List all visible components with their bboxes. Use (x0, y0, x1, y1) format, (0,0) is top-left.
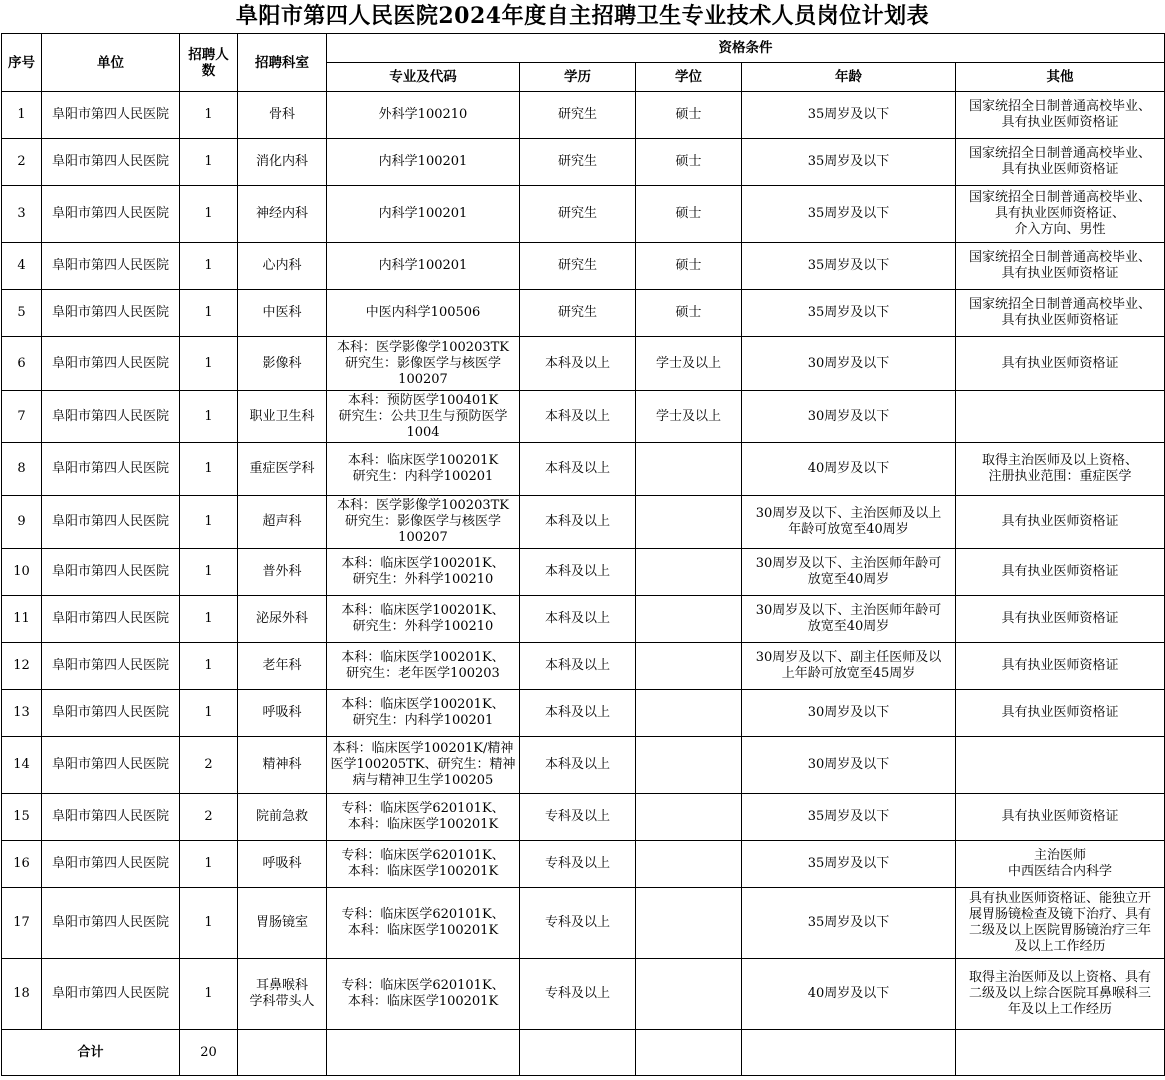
cell-index: 1 (2, 92, 42, 139)
cell-degree (636, 888, 742, 959)
cell-unit: 阜阳市第四人民医院 (42, 290, 180, 337)
cell-other: 国家统招全日制普通高校毕业、 具有执业医师资格证、 介入方向、男性 (956, 186, 1165, 243)
cell-unit: 阜阳市第四人民医院 (42, 959, 180, 1030)
header-age: 年龄 (742, 63, 956, 92)
cell-major: 专科：临床医学620101K、 本科：临床医学100201K (327, 794, 520, 841)
cell-education: 本科及以上 (520, 337, 636, 391)
cell-age: 30周岁及以下、主治医师年龄可 放宽至40周岁 (742, 549, 956, 596)
cell-age: 35周岁及以下 (742, 290, 956, 337)
cell-degree (636, 496, 742, 549)
cell-index: 18 (2, 959, 42, 1030)
total-empty-cell (956, 1030, 1165, 1076)
cell-major: 本科：医学影像学100203TK 研究生：影像医学与核医学 100207 (327, 337, 520, 391)
cell-index: 3 (2, 186, 42, 243)
total-empty-cell (238, 1030, 327, 1076)
cell-index: 2 (2, 139, 42, 186)
cell-degree (636, 690, 742, 737)
cell-major: 本科：临床医学100201K、 研究生：外科学100210 (327, 549, 520, 596)
cell-other: 具有执业医师资格证 (956, 549, 1165, 596)
cell-age: 30周岁及以下 (742, 737, 956, 794)
total-empty-cell (327, 1030, 520, 1076)
cell-index: 4 (2, 243, 42, 290)
cell-age: 30周岁及以下、副主任医师及以 上年龄可放宽至45周岁 (742, 643, 956, 690)
cell-index: 13 (2, 690, 42, 737)
table-row (2, 737, 1165, 794)
cell-count: 1 (180, 243, 238, 290)
cell-age: 30周岁及以下 (742, 337, 956, 391)
cell-count: 2 (180, 794, 238, 841)
cell-age: 30周岁及以下 (742, 391, 956, 443)
cell-dept: 骨科 (238, 92, 327, 139)
cell-education: 专科及以上 (520, 888, 636, 959)
cell-education: 专科及以上 (520, 794, 636, 841)
table-row (2, 888, 1165, 959)
cell-degree: 硕士 (636, 290, 742, 337)
cell-unit: 阜阳市第四人民医院 (42, 496, 180, 549)
cell-count: 1 (180, 139, 238, 186)
cell-index: 7 (2, 391, 42, 443)
cell-index: 11 (2, 596, 42, 643)
cell-degree: 硕士 (636, 92, 742, 139)
cell-index: 6 (2, 337, 42, 391)
cell-age: 30周岁及以下、主治医师及以上 年龄可放宽至40周岁 (742, 496, 956, 549)
cell-dept: 精神科 (238, 737, 327, 794)
cell-major: 本科：医学影像学100203TK 研究生：影像医学与核医学 100207 (327, 496, 520, 549)
cell-count: 1 (180, 888, 238, 959)
header-index: 序号 (2, 34, 42, 92)
cell-age: 30周岁及以下 (742, 690, 956, 737)
cell-major: 本科：临床医学100201K、 研究生：老年医学100203 (327, 643, 520, 690)
cell-count: 1 (180, 496, 238, 549)
cell-index: 10 (2, 549, 42, 596)
cell-age: 40周岁及以下 (742, 443, 956, 496)
cell-major: 专科：临床医学620101K、 本科：临床医学100201K (327, 841, 520, 888)
cell-index: 8 (2, 443, 42, 496)
cell-count: 2 (180, 737, 238, 794)
table-row (2, 549, 1165, 596)
cell-dept: 泌尿外科 (238, 596, 327, 643)
header-unit: 单位 (42, 34, 180, 92)
cell-unit: 阜阳市第四人民医院 (42, 888, 180, 959)
cell-degree (636, 794, 742, 841)
cell-major: 本科：预防医学100401K 研究生：公共卫生与预防医学 1004 (327, 391, 520, 443)
cell-index: 14 (2, 737, 42, 794)
cell-other: 具有执业医师资格证 (956, 643, 1165, 690)
cell-education: 本科及以上 (520, 690, 636, 737)
cell-dept: 超声科 (238, 496, 327, 549)
page-title: 阜阳市第四人民医院2024年度自主招聘卫生专业技术人员岗位计划表 (235, 3, 930, 29)
cell-count: 1 (180, 841, 238, 888)
cell-age: 40周岁及以下 (742, 959, 956, 1030)
cell-age: 35周岁及以下 (742, 139, 956, 186)
header-degree: 学位 (636, 63, 742, 92)
cell-education: 研究生 (520, 290, 636, 337)
cell-other (956, 391, 1165, 443)
cell-education: 研究生 (520, 243, 636, 290)
cell-unit: 阜阳市第四人民医院 (42, 643, 180, 690)
total-row (2, 1030, 1165, 1076)
cell-dept: 耳鼻喉科 学科带头人 (238, 959, 327, 1030)
cell-unit: 阜阳市第四人民医院 (42, 92, 180, 139)
total-empty-cell (742, 1030, 956, 1076)
cell-major: 内科学100201 (327, 186, 520, 243)
cell-count: 1 (180, 391, 238, 443)
cell-other: 具有执业医师资格证 (956, 794, 1165, 841)
cell-education: 本科及以上 (520, 391, 636, 443)
cell-unit: 阜阳市第四人民医院 (42, 690, 180, 737)
cell-dept: 影像科 (238, 337, 327, 391)
cell-other (956, 737, 1165, 794)
table-row (2, 841, 1165, 888)
cell-dept: 心内科 (238, 243, 327, 290)
cell-unit: 阜阳市第四人民医院 (42, 337, 180, 391)
cell-degree (636, 959, 742, 1030)
header-education: 学历 (520, 63, 636, 92)
cell-index: 17 (2, 888, 42, 959)
cell-count: 1 (180, 690, 238, 737)
cell-dept: 神经内科 (238, 186, 327, 243)
cell-count: 1 (180, 186, 238, 243)
cell-degree: 学士及以上 (636, 391, 742, 443)
cell-age: 35周岁及以下 (742, 243, 956, 290)
cell-index: 9 (2, 496, 42, 549)
table-row (2, 243, 1165, 290)
table-row (2, 443, 1165, 496)
cell-count: 1 (180, 643, 238, 690)
cell-degree (636, 841, 742, 888)
header-qualifications: 资格条件 (327, 34, 1165, 63)
cell-count: 1 (180, 596, 238, 643)
total-empty-cell (636, 1030, 742, 1076)
cell-age: 30周岁及以下、主治医师年龄可 放宽至40周岁 (742, 596, 956, 643)
cell-age: 35周岁及以下 (742, 794, 956, 841)
cell-index: 5 (2, 290, 42, 337)
cell-education: 本科及以上 (520, 496, 636, 549)
cell-unit: 阜阳市第四人民医院 (42, 596, 180, 643)
cell-education: 研究生 (520, 139, 636, 186)
header-dept: 招聘科室 (238, 34, 327, 92)
cell-unit: 阜阳市第四人民医院 (42, 243, 180, 290)
cell-major: 中医内科学100506 (327, 290, 520, 337)
cell-major: 本科：临床医学100201K、 研究生：外科学100210 (327, 596, 520, 643)
cell-dept: 老年科 (238, 643, 327, 690)
cell-education: 研究生 (520, 92, 636, 139)
cell-unit: 阜阳市第四人民医院 (42, 841, 180, 888)
header-other: 其他 (956, 63, 1165, 92)
cell-age: 35周岁及以下 (742, 888, 956, 959)
cell-count: 1 (180, 92, 238, 139)
cell-index: 15 (2, 794, 42, 841)
cell-degree (636, 643, 742, 690)
cell-major: 外科学100210 (327, 92, 520, 139)
cell-unit: 阜阳市第四人民医院 (42, 794, 180, 841)
cell-other: 具有执业医师资格证 (956, 690, 1165, 737)
header-count: 招聘人数 (180, 34, 238, 92)
cell-major: 专科：临床医学620101K、 本科：临床医学100201K (327, 888, 520, 959)
cell-major: 内科学100201 (327, 139, 520, 186)
cell-count: 1 (180, 549, 238, 596)
cell-unit: 阜阳市第四人民医院 (42, 549, 180, 596)
cell-dept: 呼吸科 (238, 841, 327, 888)
cell-degree: 硕士 (636, 139, 742, 186)
header-major: 专业及代码 (327, 63, 520, 92)
table-row (2, 496, 1165, 549)
cell-degree (636, 549, 742, 596)
cell-dept: 呼吸科 (238, 690, 327, 737)
table-row (2, 139, 1165, 186)
cell-education: 本科及以上 (520, 443, 636, 496)
cell-major: 专科：临床医学620101K、 本科：临床医学100201K (327, 959, 520, 1030)
cell-dept: 普外科 (238, 549, 327, 596)
total-count: 20 (180, 1030, 238, 1076)
cell-education: 专科及以上 (520, 959, 636, 1030)
cell-dept: 胃肠镜室 (238, 888, 327, 959)
cell-degree: 硕士 (636, 186, 742, 243)
cell-degree (636, 443, 742, 496)
cell-education: 本科及以上 (520, 737, 636, 794)
total-label: 合计 (2, 1030, 180, 1076)
cell-dept: 消化内科 (238, 139, 327, 186)
cell-unit: 阜阳市第四人民医院 (42, 186, 180, 243)
cell-index: 12 (2, 643, 42, 690)
cell-age: 35周岁及以下 (742, 92, 956, 139)
table-row (2, 337, 1165, 391)
cell-other: 国家统招全日制普通高校毕业、 具有执业医师资格证 (956, 139, 1165, 186)
cell-major: 本科：临床医学100201K 研究生：内科学100201 (327, 443, 520, 496)
cell-dept: 重症医学科 (238, 443, 327, 496)
table-row (2, 643, 1165, 690)
cell-other: 国家统招全日制普通高校毕业、 具有执业医师资格证 (956, 92, 1165, 139)
cell-count: 1 (180, 290, 238, 337)
table-row (2, 92, 1165, 139)
cell-education: 本科及以上 (520, 549, 636, 596)
cell-major: 本科：临床医学100201K、 研究生：内科学100201 (327, 690, 520, 737)
cell-count: 1 (180, 443, 238, 496)
cell-other: 具有执业医师资格证 (956, 596, 1165, 643)
table-body (2, 92, 1165, 1030)
cell-degree: 学士及以上 (636, 337, 742, 391)
table-row (2, 959, 1165, 1030)
cell-index: 16 (2, 841, 42, 888)
cell-other: 国家统招全日制普通高校毕业、 具有执业医师资格证 (956, 243, 1165, 290)
table-row (2, 690, 1165, 737)
cell-other: 主治医师 中西医结合内科学 (956, 841, 1165, 888)
table-row (2, 794, 1165, 841)
table-row (2, 290, 1165, 337)
cell-other: 取得主治医师及以上资格、 注册执业范围：重症医学 (956, 443, 1165, 496)
cell-degree (636, 737, 742, 794)
cell-education: 研究生 (520, 186, 636, 243)
cell-unit: 阜阳市第四人民医院 (42, 391, 180, 443)
cell-unit: 阜阳市第四人民医院 (42, 139, 180, 186)
cell-other: 取得主治医师及以上资格、具有 二级及以上综合医院耳鼻喉科三 年及以上工作经历 (956, 959, 1165, 1030)
cell-unit: 阜阳市第四人民医院 (42, 443, 180, 496)
cell-count: 1 (180, 337, 238, 391)
table-row (2, 186, 1165, 243)
cell-other: 具有执业医师资格证 (956, 337, 1165, 391)
cell-other: 具有执业医师资格证 (956, 496, 1165, 549)
cell-major: 内科学100201 (327, 243, 520, 290)
recruitment-plan-table (1, 33, 1165, 1076)
cell-other: 具有执业医师资格证、能独立开 展胃肠镜检查及镜下治疗、具有 二级及以上医院胃肠镜治疗三年 及以上工作经历 (956, 888, 1165, 959)
cell-age: 35周岁及以下 (742, 841, 956, 888)
cell-degree (636, 596, 742, 643)
cell-dept: 职业卫生科 (238, 391, 327, 443)
cell-count: 1 (180, 959, 238, 1030)
cell-other: 国家统招全日制普通高校毕业、 具有执业医师资格证 (956, 290, 1165, 337)
cell-age: 35周岁及以下 (742, 186, 956, 243)
cell-education: 专科及以上 (520, 841, 636, 888)
cell-dept: 中医科 (238, 290, 327, 337)
cell-major: 本科：临床医学100201K/精神 医学100205TK、研究生：精神 病与精神卫生学100205 (327, 737, 520, 794)
cell-dept: 院前急救 (238, 794, 327, 841)
cell-education: 本科及以上 (520, 643, 636, 690)
cell-unit: 阜阳市第四人民医院 (42, 737, 180, 794)
total-empty-cell (520, 1030, 636, 1076)
table-row (2, 596, 1165, 643)
table-row (2, 391, 1165, 443)
cell-education: 本科及以上 (520, 596, 636, 643)
cell-degree: 硕士 (636, 243, 742, 290)
